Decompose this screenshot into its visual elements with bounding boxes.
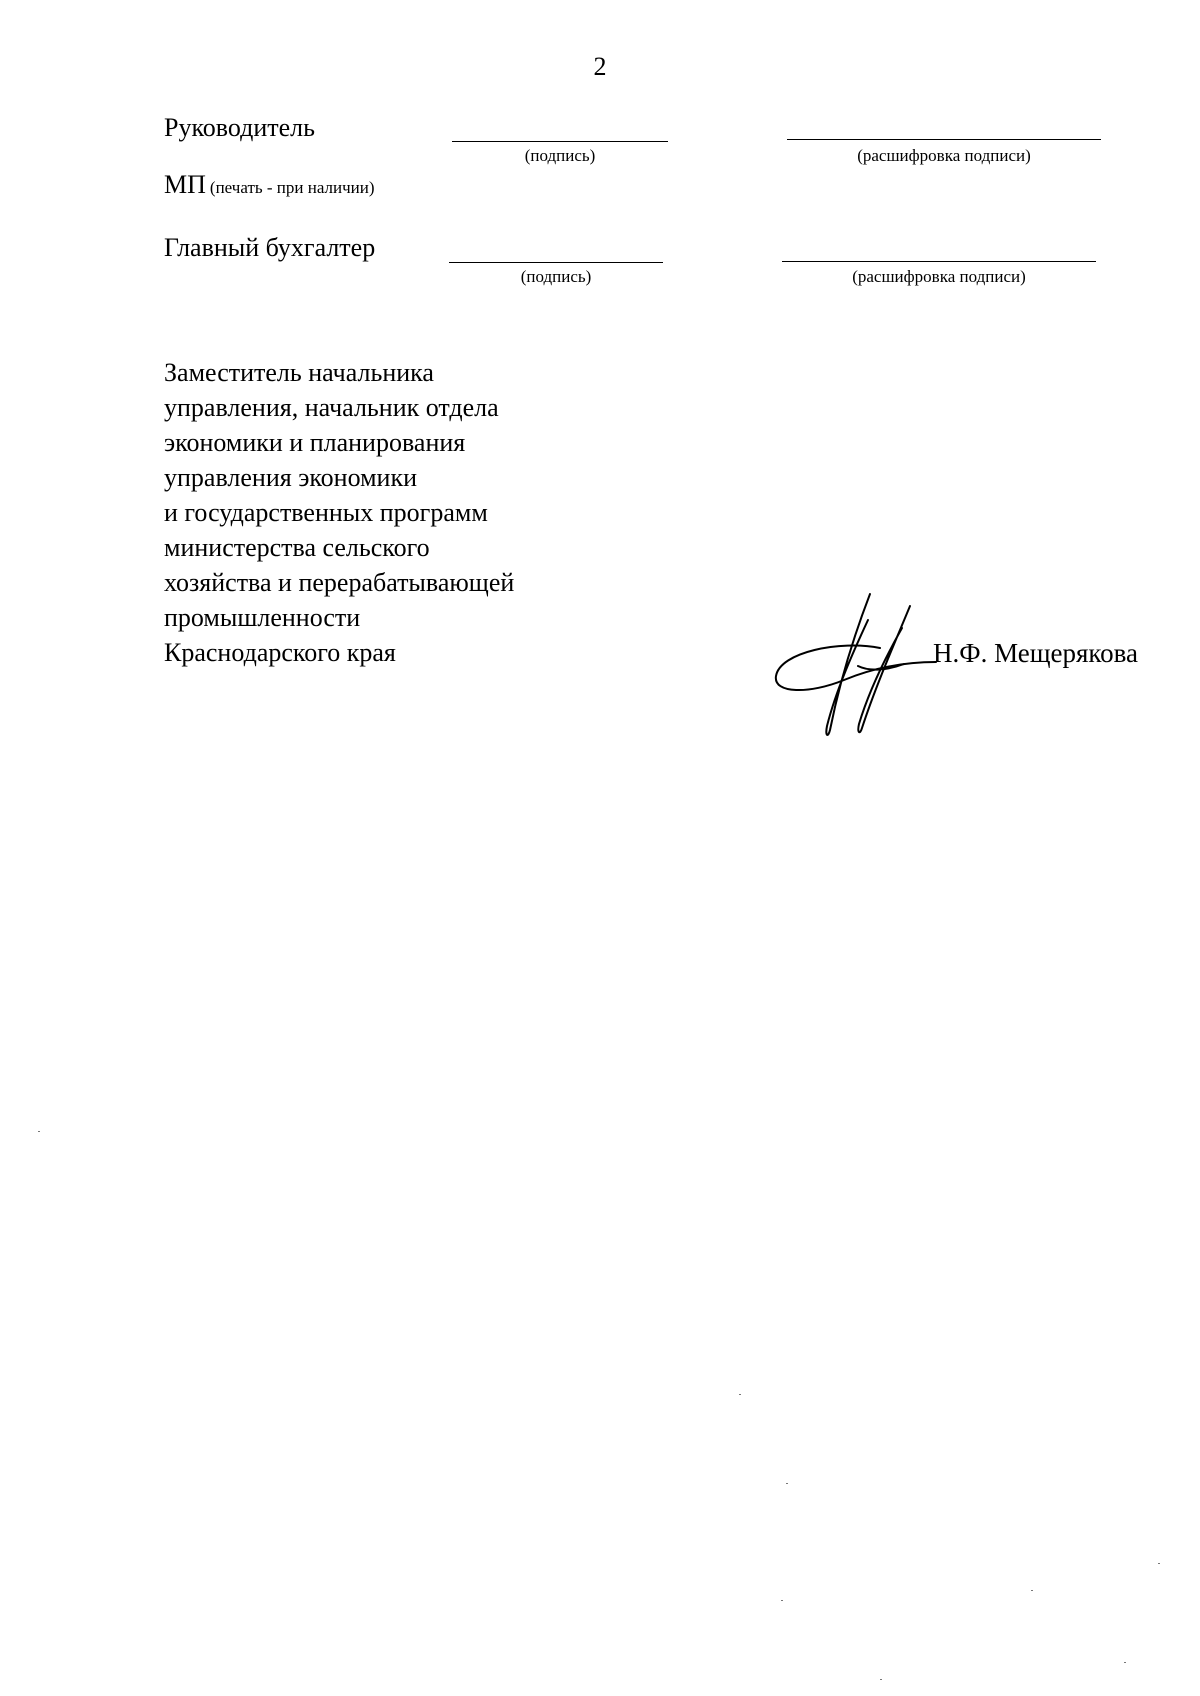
- chief-accountant-signature-line: [449, 262, 663, 263]
- scan-speck: [786, 1483, 788, 1484]
- scan-speck: [1158, 1563, 1160, 1564]
- stamp-block: [164, 170, 375, 200]
- stamp-label: МП: [164, 170, 206, 199]
- head-label: Руководитель: [164, 113, 315, 142]
- head-decoding-hint: (расшифровка подписи): [857, 146, 1031, 165]
- scan-speck: [1124, 1662, 1126, 1663]
- head-decoding-line: [787, 139, 1101, 140]
- signer-position: [164, 355, 514, 670]
- signer-name: Н.Ф. Мещерякова: [933, 638, 1139, 668]
- scan-speck: [880, 1679, 882, 1680]
- position-line: Краснодарского края: [164, 638, 396, 667]
- position-line: Заместитель начальника: [164, 358, 434, 387]
- chief-accountant-label: Главный бухгалтер: [164, 233, 376, 262]
- position-line: министерства сельского: [164, 533, 430, 562]
- head-signature-hint: (подпись): [524, 146, 596, 165]
- page-number: 2: [593, 52, 607, 81]
- scan-speck: [38, 1131, 40, 1132]
- position-line: управления, начальник отдела: [164, 393, 499, 422]
- position-line: и государственных программ: [164, 498, 488, 527]
- position-line: хозяйства и перерабатывающей: [164, 568, 515, 597]
- head-signature-line: [452, 141, 668, 142]
- scan-speck: [781, 1600, 783, 1601]
- scan-speck: [1031, 1590, 1033, 1591]
- position-line: промышленности: [164, 603, 361, 632]
- position-line: управления экономики: [164, 463, 417, 492]
- chief-accountant-decoding-hint: (расшифровка подписи): [852, 267, 1026, 286]
- position-line: экономики и планирования: [164, 428, 466, 457]
- stamp-note: (печать - при наличии): [209, 178, 375, 197]
- chief-accountant-decoding-line: [782, 261, 1096, 262]
- scan-speck: [739, 1394, 741, 1395]
- handwritten-signature: [770, 590, 940, 740]
- chief-accountant-signature-hint: (подпись): [520, 267, 592, 286]
